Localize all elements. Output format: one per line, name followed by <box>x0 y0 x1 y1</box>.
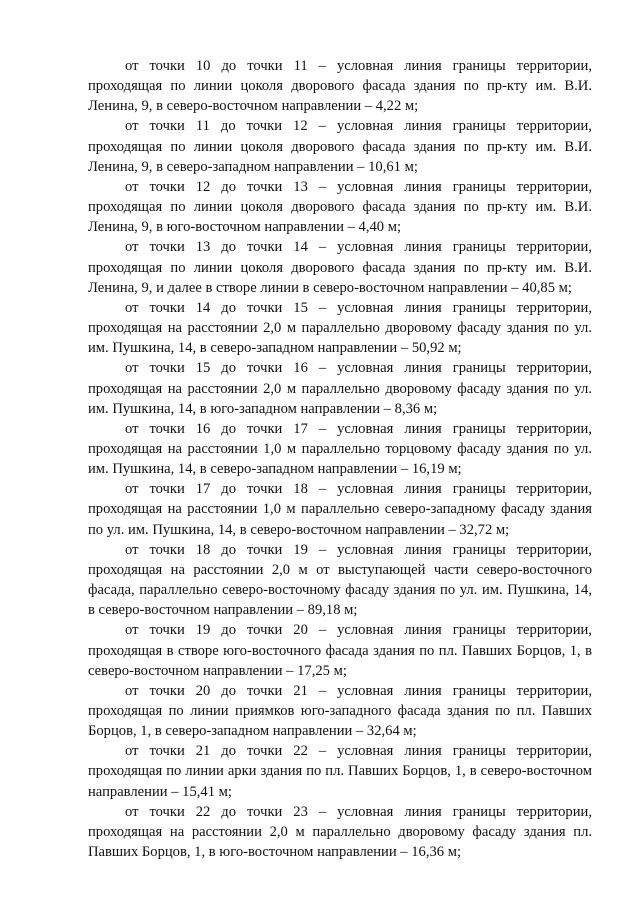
boundary-segment-10-11: от точки 10 до точки 11 – условная линия границы территории, проходящая по линии цоколя дворового фасада здания по пр-кту им. В.И. Ленина, 9, в северо-восточном направлении – 4,22 м; <box>88 58 592 115</box>
document-page <box>88 56 592 862</box>
boundary-segment-13-14: от точки 13 до точки 14 – условная линия границы территории, проходящая по линии цоколя дворового фасада здания по пр-кту им. В.И. Ленина, 9, и далее в створе линии в северо-восточном направлении – 40,85 м; <box>88 239 592 296</box>
boundary-segment-21-22: от точки 21 до точки 22 – условная линия границы территории, проходящая по линии арки здания по пл. Павших Борцов, 1, в северо-восточном направлении – 15,41 м; <box>88 743 592 800</box>
boundary-segment-11-12: от точки 11 до точки 12 – условная линия границы территории, проходящая по линии цоколя дворового фасада здания по пр-кту им. В.И. Ленина, 9, в северо-западном направлении – 10,61 м; <box>88 118 592 175</box>
boundary-segment-18-19: от точки 18 до точки 19 – условная линия границы территории, проходящая на расстоянии 2,0 м от выступающей части северо-восточного фасада, параллельно северо-восточному фасаду здания по ул. им. Пушкина, 14, в северо-восточном направлении – 89,18 м; <box>88 541 592 619</box>
boundary-segment-12-13: от точки 12 до точки 13 – условная линия границы территории, проходящая по линии цоколя дворового фасада здания по пр-кту им. В.И. Ленина, 9, в юго-восточном направлении – 4,40 м; <box>88 178 592 236</box>
boundary-segment-16-17: от точки 16 до точки 17 – условная линия границы территории, проходящая на расстоянии 1,0 м параллельно торцовому фасаду здания по ул. им. Пушкина, 14, в северо-западном направлении – 16,19 м; <box>88 420 592 478</box>
boundary-segment-22-23: от точки 22 до точки 23 – условная линия границы территории, проходящая на расстоянии 2,0 м параллельно дворовому фасаду здания пл. Павших Борцов, 1, в юго-восточном направлении – 16,36 м; <box>88 803 592 861</box>
boundary-segment-14-15: от точки 14 до точки 15 – условная линия границы территории, проходящая на расстоянии 2,0 м параллельно дворовому фасаду здания по ул. им. Пушкина, 14, в северо-западном направлении – 50,92 м; <box>88 299 592 357</box>
boundary-segment-17-18: от точки 17 до точки 18 – условная линия границы территории, проходящая на расстоянии 1,0 м параллельно северо-западному фасаду здания по ул. им. Пушкина, 14, в северо-восточном направлении – 32,72 м; <box>88 481 592 538</box>
boundary-segment-15-16: от точки 15 до точки 16 – условная линия границы территории, проходящая на расстоянии 2,0 м параллельно дворовому фасаду здания по ул. им. Пушкина, 14, в юго-западном направлении – 8,36 м; <box>88 360 592 417</box>
boundary-segment-19-20: от точки 19 до точки 20 – условная линия границы территории, проходящая в створе юго-восточного фасада здания по пл. Павших Борцов, 1, в северо-восточном направлении – 17,25 м; <box>88 622 592 679</box>
boundary-segment-20-21: от точки 20 до точки 21 – условная линия границы территории, проходящая по линии приямков юго-западного фасада здания по пл. Павших Борцов, 1, в северо-западном направлении – 32,64 м; <box>88 682 592 740</box>
